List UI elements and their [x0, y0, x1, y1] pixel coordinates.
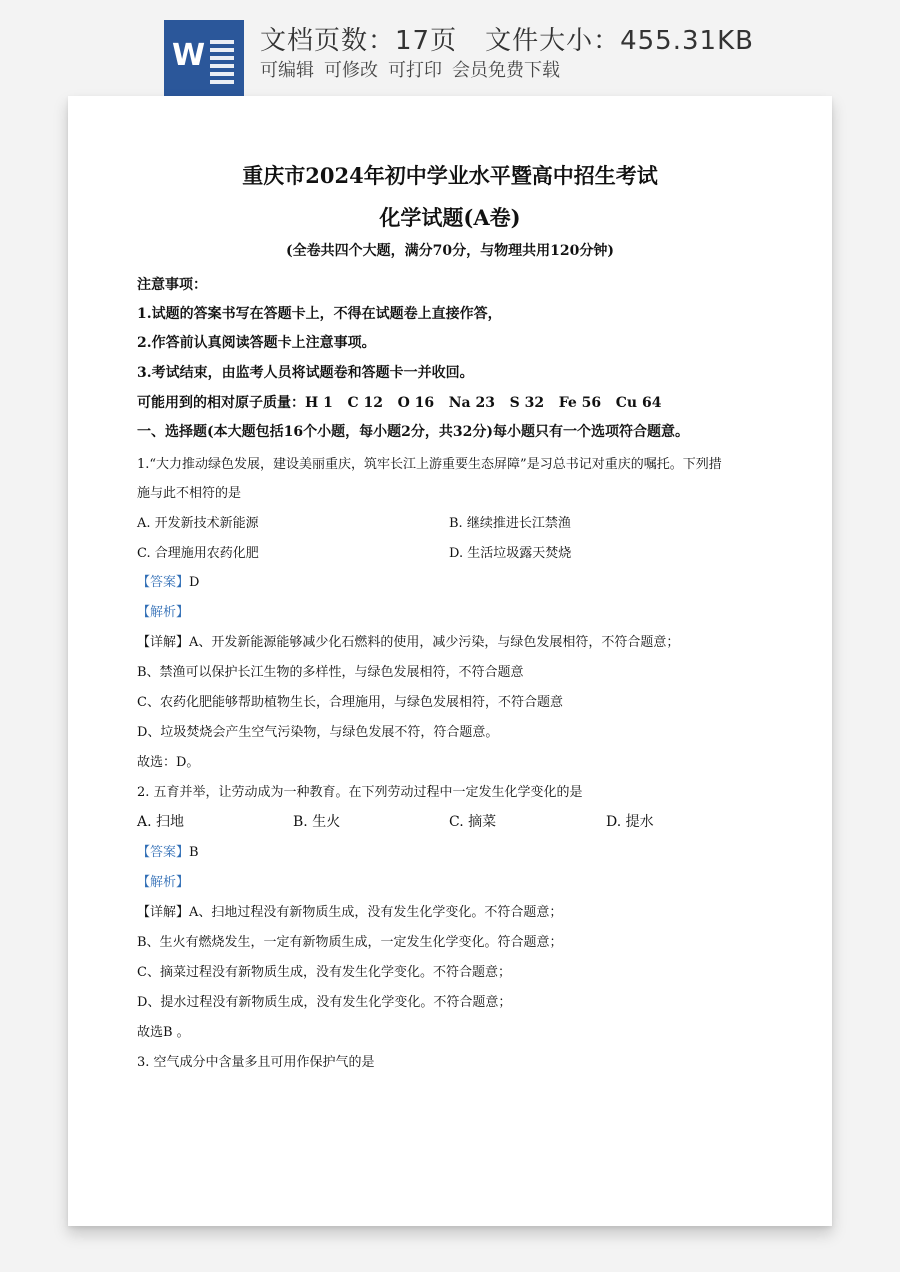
- q2-stem: 2. 五育并举，让劳动成为一种教育。在下列劳动过程中一定发生化学变化的是: [137, 785, 583, 800]
- page-count: 文档页数：17页: [260, 26, 458, 56]
- exam-subtitle: (全卷共四个大题，满分70分，与物理共用120分钟): [286, 243, 614, 259]
- q2-detail-1: 【详解】A、扫地过程没有新物质生成，没有发生化学变化。不符合题意；: [137, 905, 563, 920]
- q1-stem-line2: 施与此不相符的是: [137, 486, 242, 501]
- q2-detail-4: D、提水过程没有新物质生成，没有发生化学变化。不符合题意；: [137, 995, 512, 1010]
- notice-heading: 注意事项：: [137, 277, 207, 293]
- section-1-heading: 一、选择题(本大题包括16个小题，每小题2分，共32分)每小题只有一个选项符合题意。: [137, 424, 689, 440]
- q2-detail-3: C、摘菜过程没有新物质生成，没有发生化学变化。不符合题意；: [137, 965, 511, 980]
- exam-title: 重庆市2024年初中学业水平暨高中招生考试: [242, 163, 658, 188]
- answer-tag: 【答案】: [137, 845, 190, 860]
- q1-detail-2: B、禁渔可以保护长江生物的多样性，与绿色发展相符，不符合题意: [137, 665, 524, 680]
- notice-2: 2.作答前认真阅读答题卡上注意事项。: [137, 335, 376, 351]
- notice-1: 1.试题的答案书写在答题卡上，不得在试题卷上直接作答，: [137, 306, 502, 322]
- q1-option-a: A. 开发新技术新能源: [137, 516, 259, 531]
- q2-answer: [137, 841, 199, 860]
- q1-option-b: B. 继续推进长江禁渔: [449, 516, 571, 531]
- q2-analysis-tag: 【解析】: [137, 875, 190, 890]
- exam-subject-title: 化学试题(A卷): [379, 205, 521, 230]
- atomic-mass-line: 可能用到的相对原子质量：H 1 C 12 O 16 Na 23 S 32 Fe 56 Cu 64: [137, 395, 662, 411]
- q2-answer-value: B: [189, 845, 199, 860]
- feature-modifiable: 可修改: [324, 60, 378, 81]
- q1-option-c: C. 合理施用农药化肥: [137, 546, 259, 561]
- header-banner: [0, 0, 900, 96]
- feature-printable: 可打印: [388, 60, 442, 81]
- q1-stem-line1: 1.“大力推动绿色发展，建设美丽重庆，筑牢长江上游重要生态屏障”是习总书记对重庆的嘱托。下列措: [137, 457, 722, 472]
- q1-detail-3: C、农药化肥能够帮助植物生长，合理施用，与绿色发展相符，不符合题意: [137, 695, 563, 710]
- q1-answer-value: D: [189, 575, 200, 590]
- notice-3: 3.考试结束，由监考人员将试题卷和答题卡一并收回。: [137, 365, 474, 381]
- q1-detail-4: D、垃圾焚烧会产生空气污染物，与绿色发展不符，符合题意。: [137, 725, 499, 740]
- feature-free-download: 会员免费下载: [452, 60, 560, 81]
- answer-tag: 【答案】: [137, 575, 190, 590]
- q2-option-b: B. 生火: [293, 814, 341, 830]
- q2-detail-2: B、生火有燃烧发生，一定有新物质生成，一定发生化学变化。符合题意；: [137, 935, 563, 950]
- q2-option-d: D. 提水: [606, 814, 654, 830]
- q3-stem: 3. 空气成分中含量多且可用作保护气的是: [137, 1055, 375, 1070]
- q1-detail-1: 【详解】A、开发新能源能够减少化石燃料的使用，减少污染，与绿色发展相符，不符合题意；: [137, 635, 680, 650]
- q1-answer: [137, 571, 199, 590]
- q1-conclusion: 故选：D。: [137, 755, 200, 770]
- q1-analysis-tag: 【解析】: [137, 605, 190, 620]
- q2-option-c: C. 摘菜: [449, 814, 497, 830]
- file-info: [260, 20, 754, 57]
- q2-option-a: A. 扫地: [137, 814, 185, 830]
- feature-list: [260, 56, 570, 82]
- word-document-icon: [164, 20, 244, 96]
- file-size: 文件大小：455.31KB: [485, 26, 754, 56]
- word-letter: W: [172, 38, 206, 73]
- q1-option-d: D. 生活垃圾露天焚烧: [449, 546, 572, 561]
- feature-editable: 可编辑: [260, 60, 314, 81]
- document-page: [68, 96, 832, 1226]
- q2-conclusion: 故选B 。: [137, 1025, 190, 1040]
